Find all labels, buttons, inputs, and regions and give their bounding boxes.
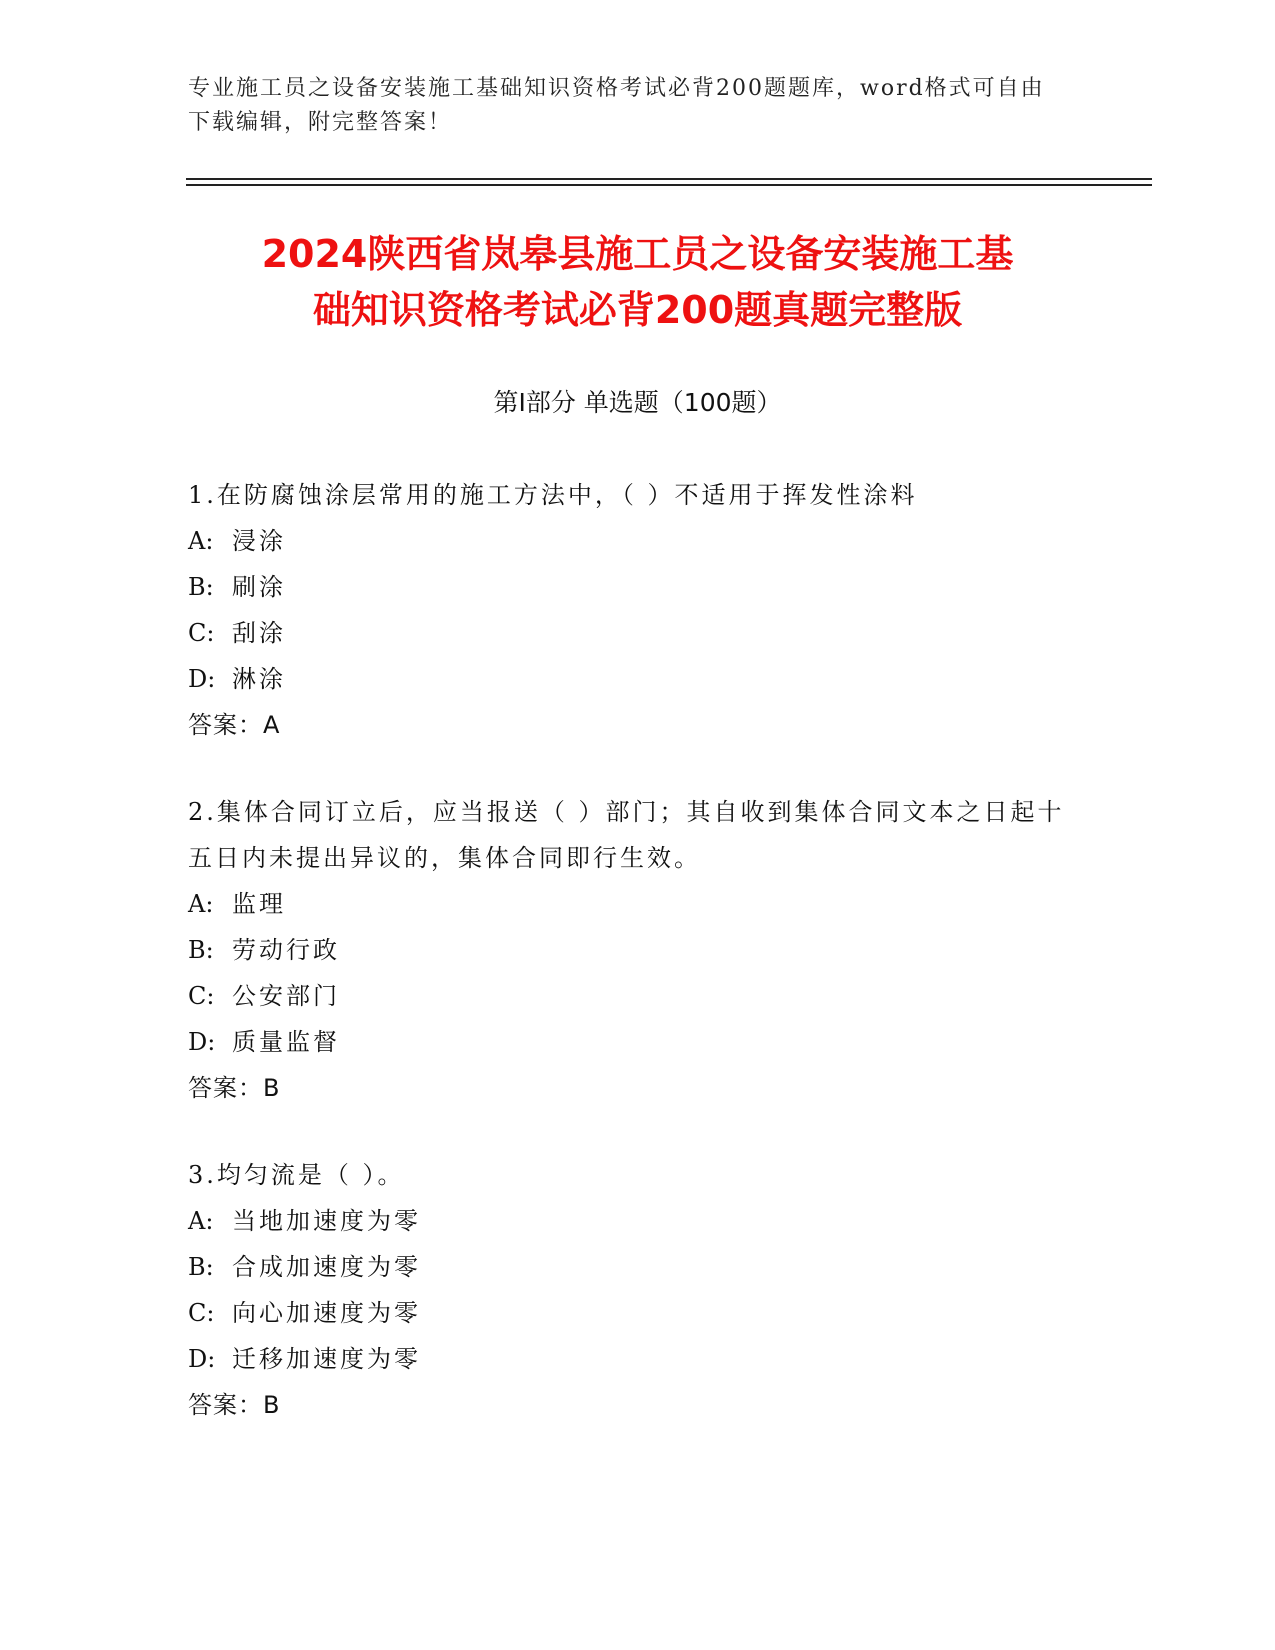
option-text: 质量监督 <box>232 1028 340 1056</box>
option-d <box>188 1019 1088 1065</box>
answer-line: 答案：B <box>188 1391 281 1419</box>
section-heading: 第I部分 单选题（100题） <box>493 388 782 417</box>
option-key: D: <box>188 1028 216 1056</box>
answer-line: 答案：A <box>188 711 281 739</box>
option-d <box>188 1336 1088 1382</box>
option-d <box>188 656 1088 702</box>
option-text: 刷涂 <box>232 573 286 601</box>
header-divider-double <box>186 184 1152 186</box>
option-key: C: <box>188 619 215 647</box>
question-item <box>188 472 1088 748</box>
document-title-line-2: 础知识资格考试必背200题真题完整版 <box>312 288 963 332</box>
option-b <box>188 927 1088 973</box>
question-stem: 3.均匀流是（ ）。 <box>188 1161 405 1189</box>
question-stem: 1.在防腐蚀涂层常用的施工方法中，（ ）不适用于挥发性涂料 <box>188 481 918 509</box>
document-title <box>100 226 1175 338</box>
option-b <box>188 564 1088 610</box>
option-text: 淋涂 <box>232 665 286 693</box>
option-a <box>188 518 1088 564</box>
option-a <box>188 881 1088 927</box>
option-key: D: <box>188 1345 216 1373</box>
question-item <box>188 789 1088 1111</box>
option-key: A: <box>188 527 214 555</box>
option-a <box>188 1198 1088 1244</box>
option-text: 迁移加速度为零 <box>232 1345 421 1373</box>
question-item <box>188 1152 1088 1428</box>
header-divider <box>186 178 1152 180</box>
option-text: 向心加速度为零 <box>232 1299 421 1327</box>
option-text: 公安部门 <box>232 982 340 1010</box>
option-c <box>188 1290 1088 1336</box>
option-key: D: <box>188 665 216 693</box>
option-key: C: <box>188 982 215 1010</box>
option-key: C: <box>188 1299 215 1327</box>
option-c <box>188 610 1088 656</box>
option-c <box>188 973 1088 1019</box>
option-key: B: <box>188 1253 214 1281</box>
question-stem: 2.集体合同订立后，应当报送（ ）部门；其自收到集体合同文本之日起十五日内未提出异议的，集体合同即行生效。 <box>188 798 1065 872</box>
header-note: 专业施工员之设备安装施工基础知识资格考试必背200题题库，word格式可自由下载编辑，附完整答案！ <box>188 76 1045 135</box>
option-text: 合成加速度为零 <box>232 1253 421 1281</box>
answer-line: 答案：B <box>188 1074 281 1102</box>
document-title-line-1: 2024陕西省岚皋县施工员之设备安装施工基 <box>261 232 1014 276</box>
option-text: 监理 <box>232 890 286 918</box>
option-key: B: <box>188 936 214 964</box>
option-key: A: <box>188 890 214 918</box>
option-text: 劳动行政 <box>232 936 340 964</box>
option-text: 当地加速度为零 <box>232 1207 421 1235</box>
option-key: A: <box>188 1207 214 1235</box>
option-text: 刮涂 <box>232 619 286 647</box>
option-b <box>188 1244 1088 1290</box>
option-text: 浸涂 <box>232 527 286 555</box>
option-key: B: <box>188 573 214 601</box>
